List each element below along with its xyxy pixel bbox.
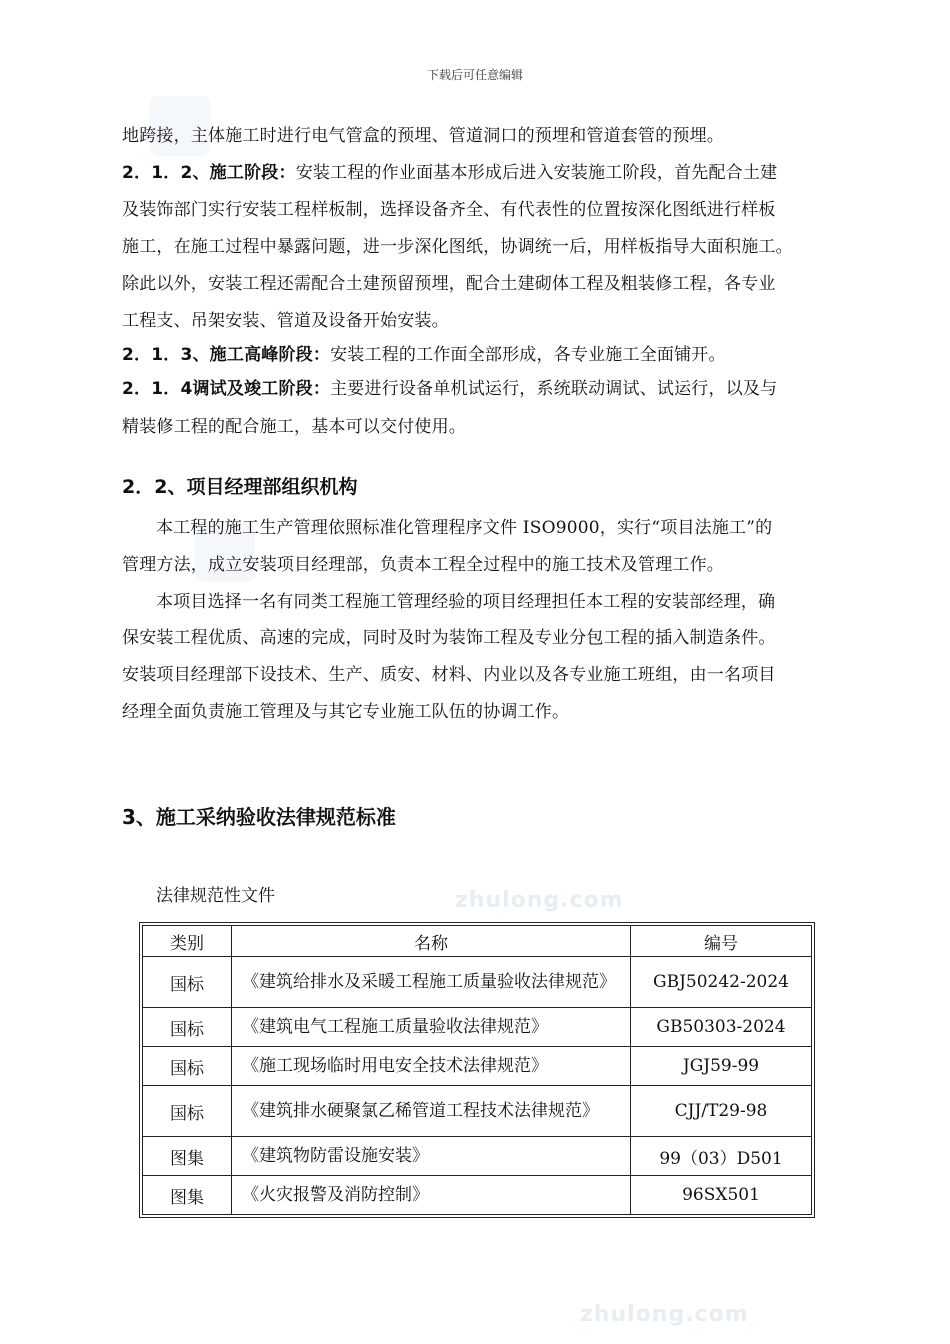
cell-name: 《建筑给排水及采暖工程施工质量验收法律规范》	[232, 957, 631, 1008]
table-header-row	[143, 926, 812, 957]
body-line: 经理全面负责施工管理及与其它专业施工队伍的协调工作。	[122, 702, 570, 722]
table-row	[143, 1047, 812, 1086]
body-line	[122, 161, 777, 185]
table-row	[143, 1137, 812, 1176]
subsection-label: 2．1．3、施工高峰阶段：	[122, 345, 331, 365]
cell-name: 《施工现场临时用电安全技术法律规范》	[232, 1047, 631, 1086]
cell-name: 《建筑排水硬聚氯乙稀管道工程技术法律规范》	[232, 1086, 631, 1137]
column-header-category: 类别	[143, 926, 232, 957]
cell-code: GBJ50242-2024	[631, 957, 812, 1008]
cell-name: 《建筑物防雷设施安装》	[232, 1137, 631, 1176]
section-heading: 3、施工采纳验收法律规范标准	[122, 805, 396, 829]
table-row	[143, 1008, 812, 1047]
body-text: 主要进行设备单机试运行，系统联动调试、试运行，以及与	[330, 379, 778, 399]
standards-table	[142, 925, 812, 1215]
watermark-text: zhulong.com	[580, 1302, 749, 1327]
body-line: 管理方法，成立安装项目经理部，负责本工程全过程中的施工技术及管理工作。	[122, 555, 724, 575]
body-line: 工程支、吊架安装、管道及设备开始安装。	[122, 311, 449, 331]
subsection-label: 2．1．4调试及竣工阶段：	[122, 379, 331, 399]
cell-category: 国标	[143, 1008, 232, 1047]
cell-code: GB50303-2024	[631, 1008, 812, 1047]
body-line: 除此以外，安装工程还需配合土建预留预埋，配合土建砌体工程及粗装修工程，各专业	[122, 274, 776, 294]
cell-code: CJJ/T29-98	[631, 1086, 812, 1137]
page-header: 下载后可任意编辑	[426, 68, 523, 82]
column-header-code: 编号	[631, 926, 812, 957]
subsection-label: 2．1．2、施工阶段：	[122, 163, 296, 183]
body-line: 地跨接，主体施工时进行电气管盒的预埋、管道洞口的预埋和管道套管的预埋。	[122, 126, 724, 146]
table-row	[143, 1176, 812, 1215]
section-heading: 2．2、项目经理部组织机构	[122, 476, 358, 498]
body-line: 保安装工程优质、高速的完成，同时及时为装饰工程及专业分包工程的插入制造条件。	[122, 628, 776, 648]
body-line: 本工程的施工生产管理依照标准化管理程序文件 ISO9000，实行“项目法施工”的	[156, 518, 773, 538]
cell-code: 96SX501	[631, 1176, 812, 1215]
body-line	[122, 343, 726, 367]
cell-code: JGJ59-99	[631, 1047, 812, 1086]
table-row	[143, 1086, 812, 1137]
cell-category: 国标	[143, 1047, 232, 1086]
body-text: 安装工程的工作面全部形成，各专业施工全面铺开。	[330, 345, 726, 365]
body-line: 及装饰部门实行安装工程样板制，选择设备齐全、有代表性的位置按深化图纸进行样板	[122, 200, 776, 220]
watermark-text: zhulong.com	[455, 888, 624, 913]
cell-category: 国标	[143, 957, 232, 1008]
cell-category: 图集	[143, 1137, 232, 1176]
body-line: 本项目选择一名有同类工程施工管理经验的项目经理担任本工程的安装部经理，确	[156, 592, 776, 612]
cell-category: 图集	[143, 1176, 232, 1215]
cell-code: 99（03）D501	[631, 1137, 812, 1176]
body-line	[122, 377, 777, 401]
body-line: 安装项目经理部下设技术、生产、质安、材料、内业以及各专业施工班组，由一名项目	[122, 665, 776, 685]
body-line: 施工，在施工过程中暴露问题，进一步深化图纸，协调统一后，用样板指导大面积施工。	[122, 237, 793, 257]
body-line: 精装修工程的配合施工，基本可以交付使用。	[122, 417, 466, 437]
cell-name: 《建筑电气工程施工质量验收法律规范》	[232, 1008, 631, 1047]
table-row	[143, 957, 812, 1008]
table-caption: 法律规范性文件	[156, 886, 275, 906]
cell-category: 国标	[143, 1086, 232, 1137]
body-text: 安装工程的作业面基本形成后进入安装施工阶段，首先配合土建	[295, 163, 778, 183]
cell-name: 《火灾报警及消防控制》	[232, 1176, 631, 1215]
column-header-name: 名称	[232, 926, 631, 957]
